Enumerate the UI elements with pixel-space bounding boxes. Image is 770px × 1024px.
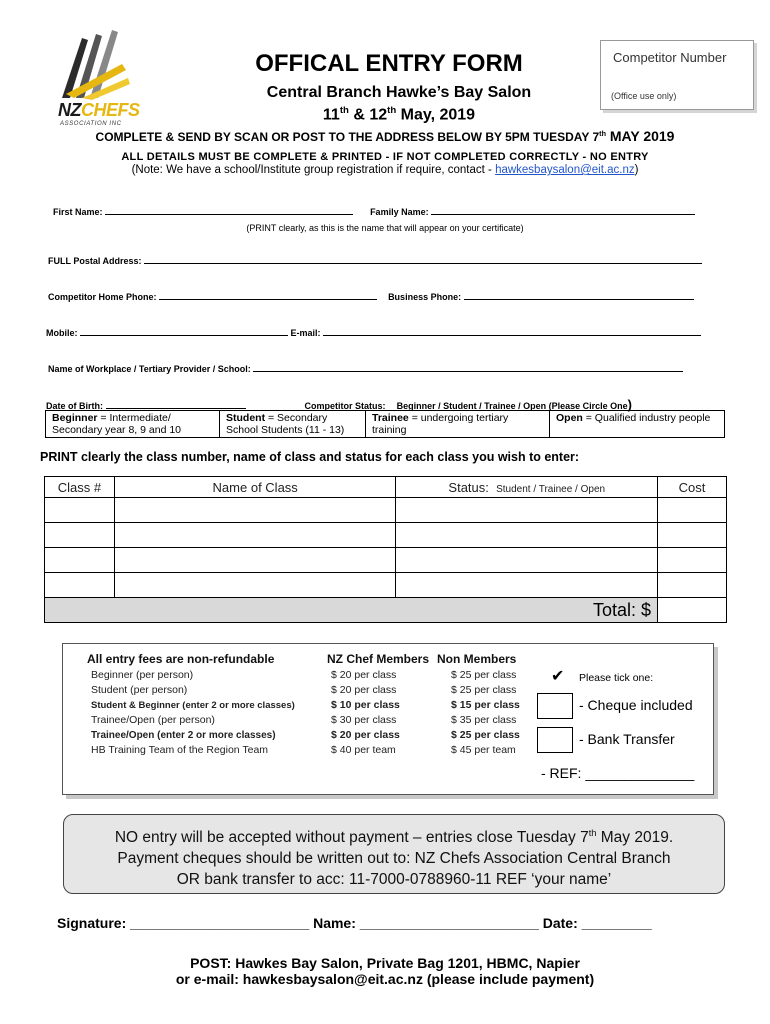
instruction-complete: ALL DETAILS MUST BE COMPLETE & PRINTED - IF NOT COMPLETED CORRECTLY - NO ENTRY	[121, 151, 649, 163]
fees-panel	[62, 643, 714, 795]
notice-line-1: NO entry will be accepted without payment – entries close Tuesday 7th May 2019.	[114, 828, 674, 847]
home-phone-label: Competitor Home Phone:	[48, 292, 157, 302]
col-cost: Cost	[658, 477, 727, 498]
dob-status-row: Date of Birth: Competitor Status: Beginner / Student / Trainee / Open (Please Circle One)	[46, 397, 632, 412]
col-status: Status: Student / Trainee / Open	[396, 477, 658, 498]
class-number-cell[interactable]	[45, 548, 115, 573]
class-name-cell[interactable]	[114, 548, 396, 573]
status-def-student: Student = Secondary School Students (11 - 13)	[220, 411, 366, 437]
table-header-row	[45, 477, 727, 498]
chef-flame-icon	[52, 28, 136, 100]
class-name-cell[interactable]	[114, 573, 396, 598]
fees-table	[87, 652, 527, 758]
email-address: or e-mail: hawkesbaysalon@eit.ac.nz (please include payment)	[175, 971, 595, 987]
mobile-field[interactable]	[80, 327, 288, 336]
family-name-label: Family Name:	[370, 207, 429, 217]
postal-row	[48, 255, 702, 266]
table-row[interactable]	[45, 573, 727, 598]
col-class-number: Class #	[45, 477, 115, 498]
cheque-label: - Cheque included	[579, 697, 693, 713]
fee-row: Student (per person) $ 20 per class $ 25 per class	[91, 684, 517, 696]
cost-cell[interactable]	[658, 573, 727, 598]
form-title: OFFICAL ENTRY FORM	[255, 50, 523, 77]
cheque-checkbox[interactable]	[537, 693, 573, 719]
status-cell[interactable]	[396, 498, 658, 523]
email-field[interactable]	[323, 327, 701, 336]
email-label: E-mail:	[290, 328, 321, 338]
post-address: POST: Hawkes Bay Salon, Private Bag 1201, HBMC, Napier	[190, 955, 580, 971]
logo-tagline: ASSOCIATION INC	[60, 121, 122, 127]
class-number-cell[interactable]	[45, 498, 115, 523]
total-label: Total: $	[45, 598, 658, 623]
workplace-row	[48, 363, 683, 374]
workplace-label: Name of Workplace / Tertiary Provider / School:	[48, 364, 251, 374]
business-phone-label: Business Phone:	[388, 292, 462, 302]
first-name-field[interactable]	[105, 206, 353, 215]
status-cell[interactable]	[396, 548, 658, 573]
postal-address-field[interactable]	[144, 255, 702, 264]
table-row[interactable]	[45, 523, 727, 548]
tick-instruction: Please tick one:	[579, 672, 654, 684]
notice-line-2: Payment cheques should be written out to: NZ Chefs Association Central Branch	[117, 850, 671, 868]
instruction-deadline: COMPLETE & SEND BY SCAN OR POST TO THE ADDRESS BELOW BY 5PM TUESDAY 7th MAY 2019	[95, 128, 675, 144]
status-def-trainee: Trainee = undergoing tertiary training	[366, 411, 550, 437]
col-class-name: Name of Class	[114, 477, 396, 498]
dob-label: Date of Birth:	[46, 401, 103, 411]
class-table-heading: PRINT clearly the class number, name of class and status for each class you wish to enter:	[40, 450, 580, 464]
fee-row: HB Training Team of the Region Team $ 40 per team $ 45 per team	[91, 744, 516, 756]
cost-cell[interactable]	[658, 498, 727, 523]
status-definitions	[45, 410, 725, 438]
mobile-row	[46, 327, 701, 338]
first-name-label: First Name:	[53, 207, 103, 217]
status-def-beginner: Beginner = Intermediate/ Secondary year 8, 9 and 10	[46, 411, 220, 437]
class-entry-table	[44, 476, 727, 623]
competitor-status-options[interactable]: Beginner / Student / Trainee / Open (Please Circle One	[396, 401, 628, 411]
notice-line-3: OR bank transfer to acc: 11-7000-0788960-11 REF ‘your name’	[176, 871, 612, 889]
fees-col-members: NZ Chef Members	[327, 652, 430, 666]
instruction-note: (Note: We have a school/Institute group registration if require, contact - hawkesbaysalon@eit.ac.nz)	[131, 164, 639, 176]
business-phone-field[interactable]	[464, 291, 694, 300]
total-cost-cell[interactable]	[658, 598, 727, 623]
cost-cell[interactable]	[658, 523, 727, 548]
class-number-cell[interactable]	[45, 523, 115, 548]
fee-row: Student & Beginner (enter 2 or more classes) $ 10 per class $ 15 per class	[91, 699, 520, 711]
cost-cell[interactable]	[658, 548, 727, 573]
office-use-note: (Office use only)	[611, 91, 677, 101]
competitor-status-label: Competitor Status:	[304, 401, 386, 411]
signature-row[interactable]: Signature: _______________________ Name: _______________________ Date: _________	[57, 915, 652, 931]
fee-row: Beginner (per person) $ 20 per class $ 25 per class	[91, 669, 517, 681]
fee-row: Trainee/Open (enter 2 or more classes) $ 20 per class $ 25 per class	[91, 729, 520, 741]
payment-notice	[63, 814, 725, 894]
name-print-note: (PRINT clearly, as this is the name that will appear on your certificate)	[246, 223, 524, 233]
form-subtitle: Central Branch Hawke’s Bay Salon 11th & 12th May, 2019	[266, 84, 532, 124]
status-cell[interactable]	[396, 523, 658, 548]
class-name-cell[interactable]	[114, 498, 396, 523]
total-row	[45, 598, 727, 623]
family-name-field[interactable]	[431, 206, 695, 215]
status-def-open: Open = Qualified industry people	[556, 412, 711, 424]
competitor-number-label: Competitor Number	[613, 50, 727, 65]
logo-wordmark: NZCHEFS	[58, 100, 140, 120]
bank-transfer-checkbox[interactable]	[537, 727, 573, 753]
reference-field[interactable]: - REF: ______________	[541, 765, 695, 781]
status-cell[interactable]	[396, 573, 658, 598]
bank-transfer-label: - Bank Transfer	[579, 731, 675, 747]
table-row[interactable]	[45, 498, 727, 523]
phone-row	[48, 291, 694, 302]
fees-heading: All entry fees are non-refundable	[87, 652, 275, 666]
postal-address-label: FULL Postal Address:	[48, 256, 142, 266]
nz-chefs-logo	[52, 28, 140, 127]
workplace-field[interactable]	[253, 363, 683, 372]
mobile-label: Mobile:	[46, 328, 78, 338]
home-phone-field[interactable]	[159, 291, 377, 300]
fee-row: Trainee/Open (per person) $ 30 per class $ 35 per class	[91, 714, 517, 726]
checkmark-icon: ✔	[551, 668, 565, 685]
class-number-cell[interactable]	[45, 573, 115, 598]
competitor-number-box[interactable]	[600, 40, 754, 110]
dob-field[interactable]	[106, 400, 246, 409]
name-row	[53, 206, 695, 217]
table-row[interactable]	[45, 548, 727, 573]
class-name-cell[interactable]	[114, 523, 396, 548]
contact-email-link[interactable]: hawkesbaysalon@eit.ac.nz	[495, 164, 635, 176]
fees-col-non-members: Non Members	[437, 652, 517, 666]
postal-address-footer	[0, 955, 770, 987]
